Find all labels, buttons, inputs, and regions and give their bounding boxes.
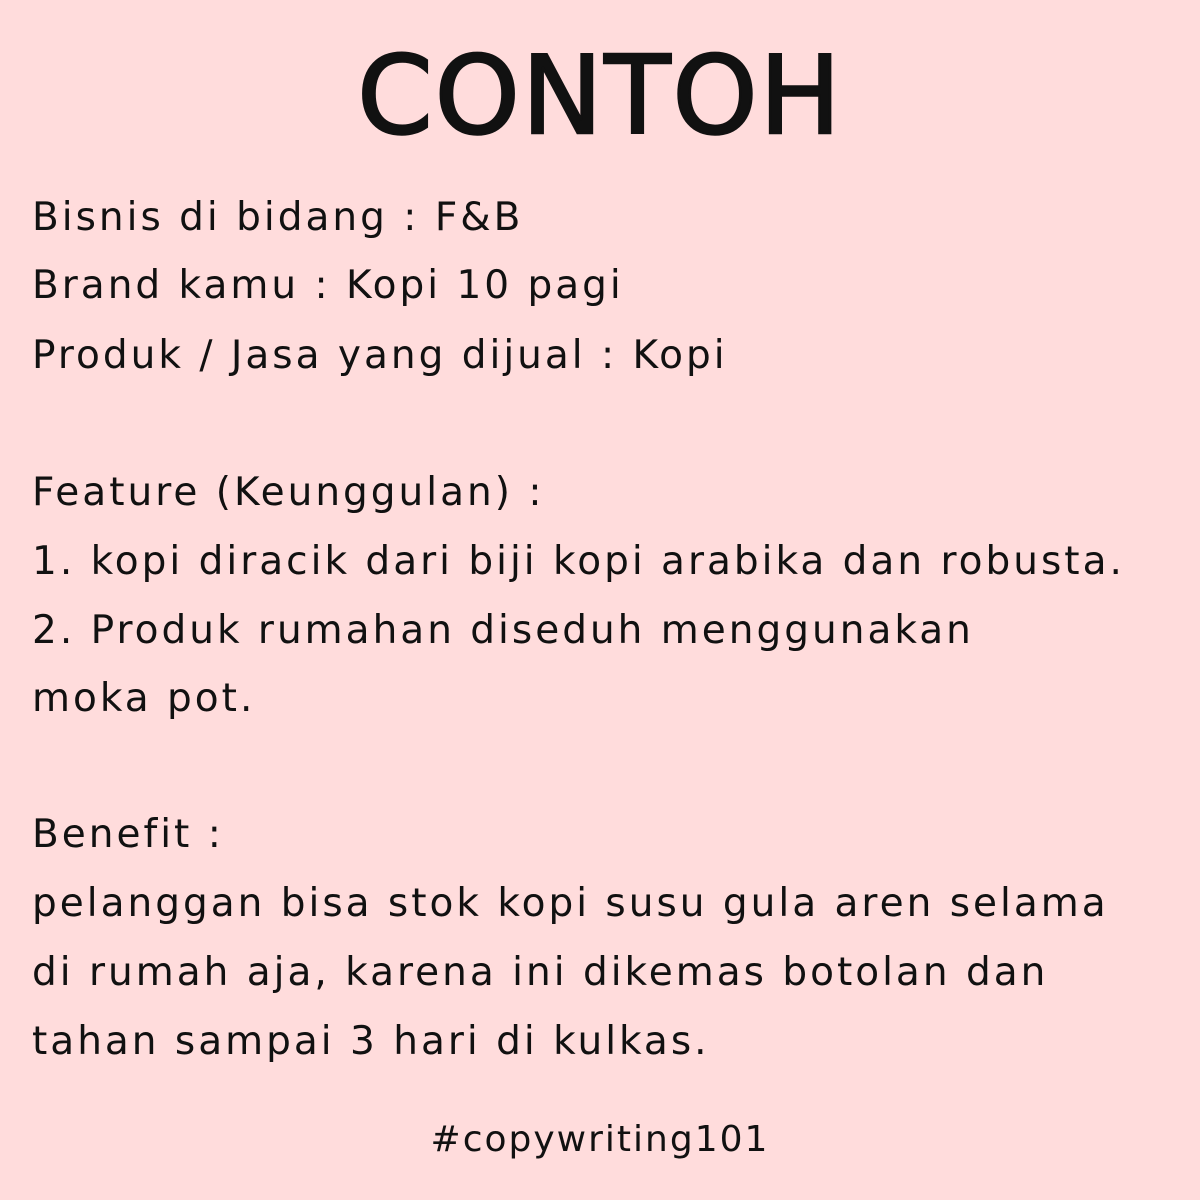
benefit-line: tahan sampai 3 hari di kulkas. <box>32 1019 710 1064</box>
business-field-line: Bisnis di bidang : F&B <box>32 195 524 240</box>
feature-heading: Feature (Keunggulan) : <box>32 470 545 515</box>
feature-line: 1. kopi diracik dari biji kopi arabika dan robusta. <box>32 539 1125 584</box>
feature-line: moka pot. <box>32 676 256 721</box>
page-title: CONTOH <box>357 34 843 159</box>
hashtag: #copywriting101 <box>430 1119 770 1160</box>
benefit-heading: Benefit : <box>32 812 224 857</box>
feature-line: 2. Produk rumahan diseduh menggunakan <box>32 608 974 653</box>
benefit-line: pelanggan bisa stok kopi susu gula aren selama <box>32 881 1109 926</box>
brand-line: Brand kamu : Kopi 10 pagi <box>32 263 624 308</box>
benefit-line: di rumah aja, karena ini dikemas botolan dan <box>32 950 1049 995</box>
product-line: Produk / Jasa yang dijual : Kopi <box>32 333 728 378</box>
